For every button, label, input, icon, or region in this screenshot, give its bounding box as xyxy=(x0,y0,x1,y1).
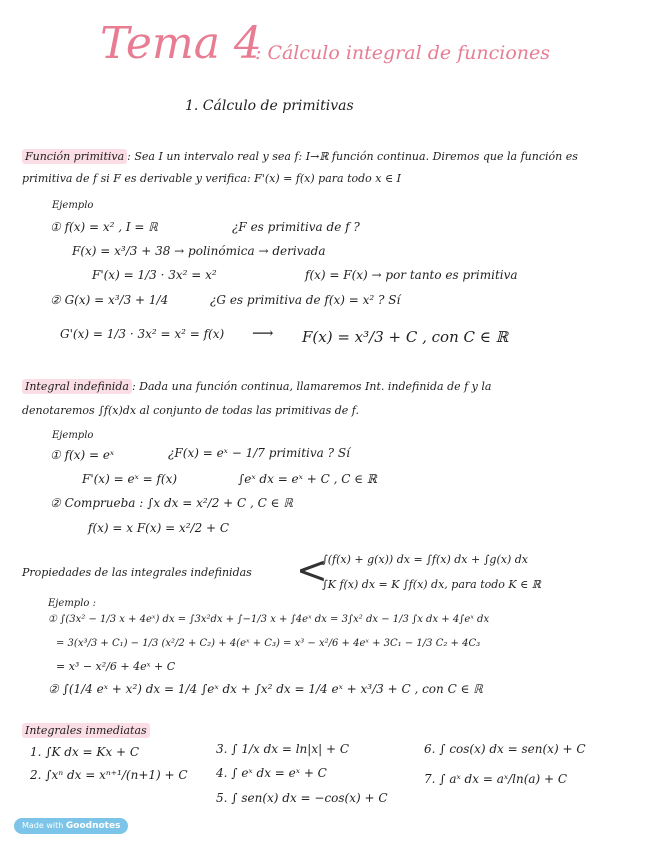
indefinida-ex2-line2: f(x) = x F(x) = x²/2 + C xyxy=(88,521,230,535)
badge-brand: Goodnotes xyxy=(65,821,121,831)
inmediata-7: 7. ∫ aˣ dx = aˣ/ln(a) + C xyxy=(424,772,568,786)
primitiva-line1: : Sea I un intervalo real y sea f: I→ℝ función continua. Diremos que la función es xyxy=(127,150,578,163)
indefinida-ex1-question: ¿F(x) = eˣ − 1/7 primitiva ? Sí xyxy=(168,446,350,460)
indefinida-term: Integral indefinida xyxy=(22,379,132,394)
arrow-icon: ⟶ xyxy=(252,324,274,342)
primitiva-ex1-line2: F(x) = x³/3 + 38 → polinómica → derivada xyxy=(72,244,326,258)
goodnotes-badge[interactable] xyxy=(14,818,128,834)
inmediata-5: 5. ∫ sen(x) dx = −cos(x) + C xyxy=(216,791,388,805)
title-main: Tema 4 xyxy=(100,18,262,69)
indefinida-ex1-line1: ① f(x) = eˣ xyxy=(50,448,115,462)
inmediata-6: 6. ∫ cos(x) dx = sen(x) + C xyxy=(424,742,586,756)
indefinida-example-label: Ejemplo xyxy=(52,430,94,441)
primitiva-ex1-line1: ① f(x) = x² , I = ℝ xyxy=(50,220,158,234)
indefinida-line2: denotaremos ∫f(x)dx al conjunto de todas las primitivas de f. xyxy=(22,404,359,417)
inmediata-3: 3. ∫ 1/x dx = ln|x| + C xyxy=(216,742,350,756)
indefinida-ex2-line1: ② Comprueba : ∫x dx = x²/2 + C , C ∈ ℝ xyxy=(50,496,293,510)
badge-made-with: Made with xyxy=(22,821,64,830)
propiedades-example-label: Ejemplo : xyxy=(48,598,96,609)
indefinida-paragraph xyxy=(22,380,491,393)
primitiva-ex1-line3: F'(x) = 1/3 · 3x² = x² xyxy=(92,268,217,282)
primitiva-ex2-result: F(x) = x³/3 + C , con C ∈ ℝ xyxy=(302,328,509,346)
inmediata-1: 1. ∫K dx = Kx + C xyxy=(30,745,140,759)
primitiva-ex2-line2: G'(x) = 1/3 · 3x² = x² = f(x) xyxy=(60,327,225,341)
primitiva-ex1-question: ¿F es primitiva de f ? xyxy=(232,220,360,234)
inmediata-2: 2. ∫xⁿ dx = xⁿ⁺¹/(n+1) + C xyxy=(30,768,188,782)
indefinida-ex1-integral: ∫eˣ dx = eˣ + C , C ∈ ℝ xyxy=(238,472,377,486)
primitiva-term: Función primitiva xyxy=(22,149,127,164)
title-subtitle: : Cálculo integral de funciones xyxy=(255,42,551,64)
indefinida-line1: : Dada una función continua, llamaremos Int. indefinida de f y la xyxy=(131,380,492,393)
propiedad-2: ∫K f(x) dx = K ∫f(x) dx, para todo K ∈ ℝ xyxy=(322,578,541,591)
brace-symbol: < xyxy=(296,548,328,592)
inmediatas-title xyxy=(22,724,150,737)
indefinida-ex1-line2: F'(x) = eˣ = f(x) xyxy=(82,472,178,486)
propiedades-ex2: ② ∫(1/4 eˣ + x²) dx = 1/4 ∫eˣ dx + ∫x² dx = 1/4 eˣ + x³/3 + C , con C ∈ ℝ xyxy=(48,682,483,696)
propiedades-title: Propiedades de las integrales indefinidas xyxy=(22,566,252,579)
inmediata-4: 4. ∫ eˣ dx = eˣ + C xyxy=(216,766,327,780)
propiedades-ex1-line2: = 3(x³/3 + C₁) − 1/3 (x²/2 + C₂) + 4(eˣ + C₃) = x³ − x²/6 + 4eˣ + 3C₁ − 1/3 C₂ + 4C₃ xyxy=(56,638,481,649)
inmediatas-term: Integrales inmediatas xyxy=(22,723,150,738)
primitiva-line2: primitiva de f si F es derivable y verifica: F'(x) = f(x) para todo x ∈ I xyxy=(22,172,401,185)
primitiva-ex2-question: ¿G es primitiva de f(x) = x² ? Sí xyxy=(210,293,401,307)
primitiva-ex2-line1: ② G(x) = x³/3 + 1/4 xyxy=(50,293,169,307)
propiedades-ex1-line1: ① ∫(3x² − 1/3 x + 4eˣ) dx = ∫3x²dx + ∫−1/3 x + ∫4eˣ dx = 3∫x² dx − 1/3 ∫x dx + 4∫eˣ dx xyxy=(48,614,490,625)
section-heading: 1. Cálculo de primitivas xyxy=(185,98,354,114)
primitiva-ex1-conclusion: f(x) = F(x) → por tanto es primitiva xyxy=(305,268,518,282)
propiedad-1: ∫(f(x) + g(x)) dx = ∫f(x) dx + ∫g(x) dx xyxy=(322,553,529,566)
primitiva-paragraph xyxy=(22,150,578,163)
propiedades-ex1-line3: = x³ − x²/6 + 4eˣ + C xyxy=(56,660,176,673)
primitiva-example-label: Ejemplo xyxy=(52,200,94,211)
